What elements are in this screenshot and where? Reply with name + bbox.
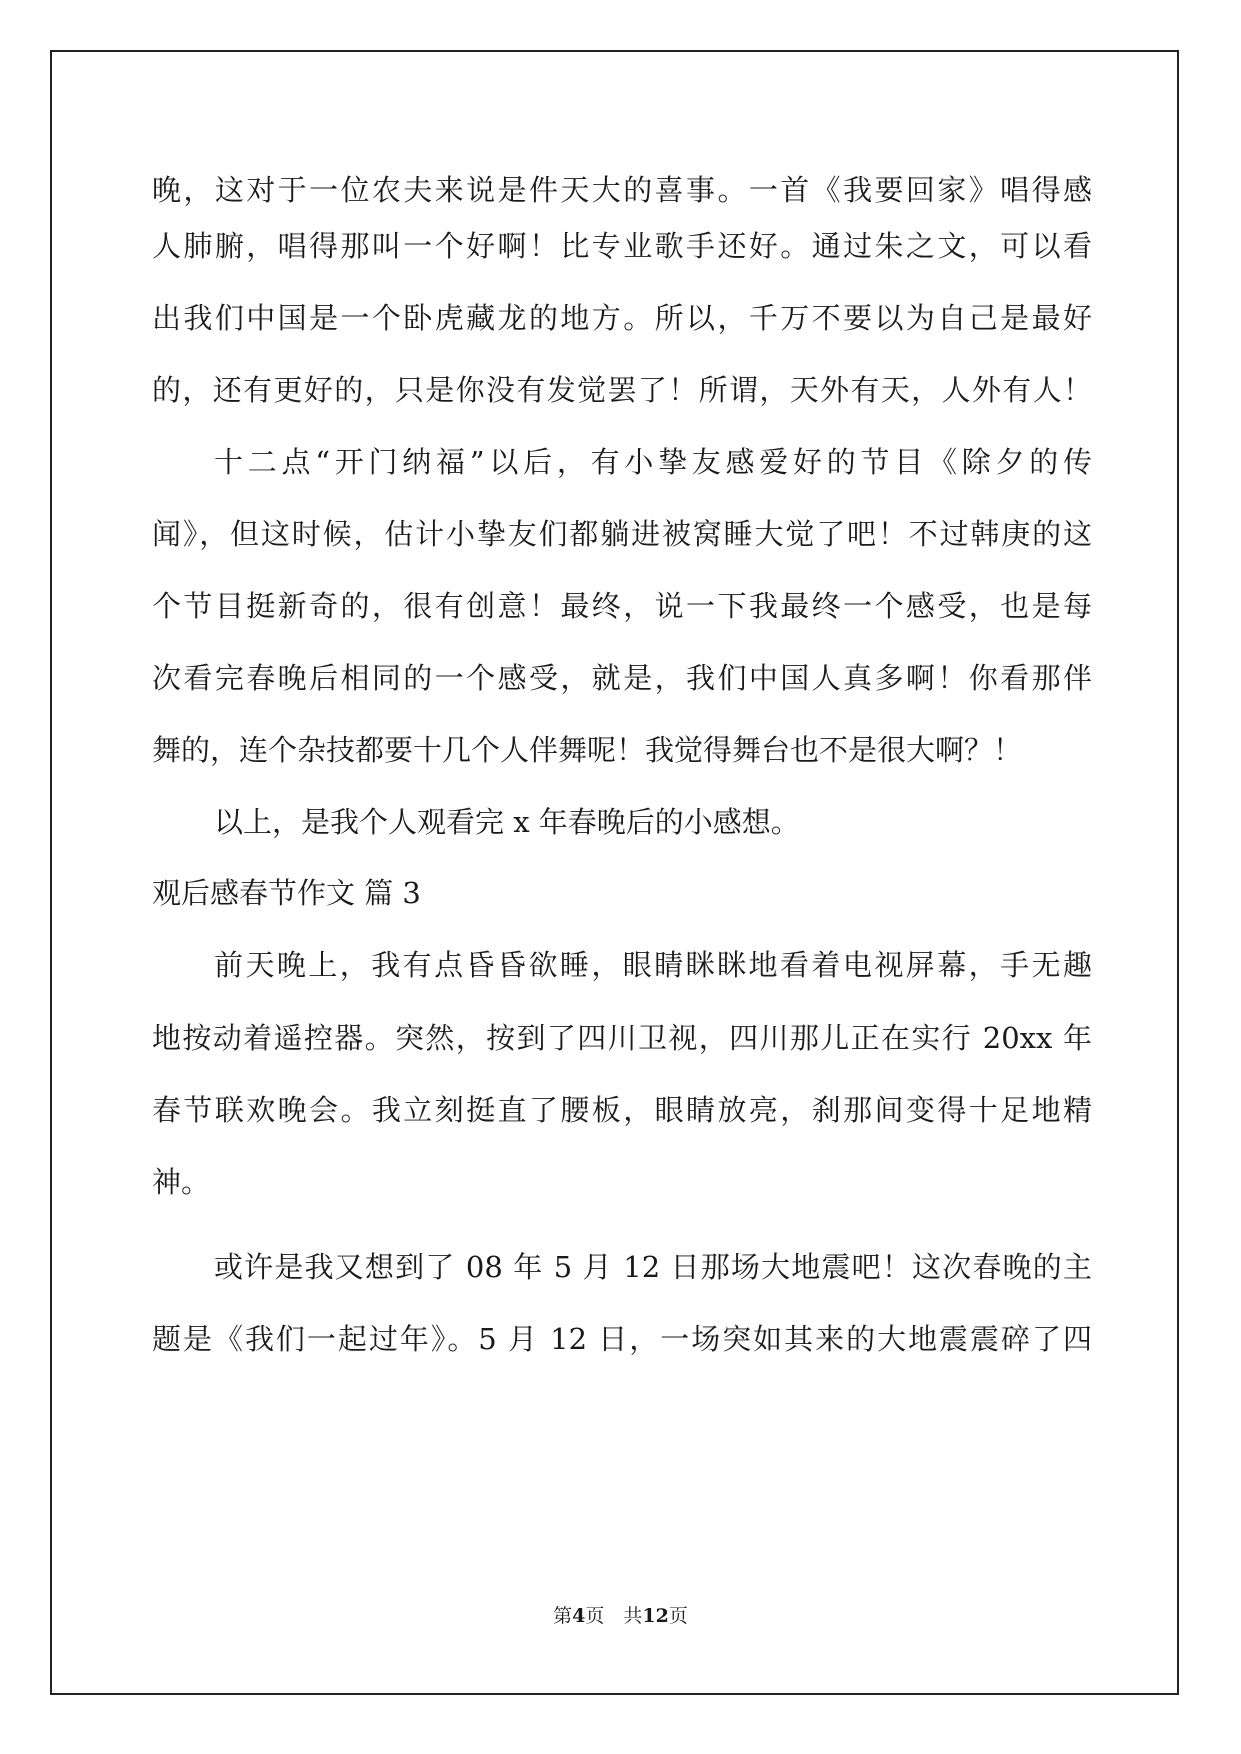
text-line: 次看完春晚后相同的一个感受，就是，我们中国人真多啊！你看那伴 — [152, 661, 1092, 695]
footer-suffix: 页 — [668, 1605, 688, 1627]
text-line: 的，还有更好的，只是你没有发觉罢了！所谓，天外有天，人外有人！ — [152, 373, 1092, 407]
text-line: 春节联欢晚会。我立刻挺直了腰板，眼睛放亮，刹那间变得十足地精 — [152, 1093, 1092, 1127]
text-line: 晚，这对于一位农夫来说是件天大的喜事。一首《我要回家》唱得感 — [152, 173, 1092, 207]
footer-mid: 页 共 — [585, 1605, 643, 1627]
page-footer — [0, 1601, 1241, 1628]
text-line: 地按动着遥控器。突然，按到了四川卫视，四川那儿正在实行 20xx 年 — [152, 1021, 1092, 1055]
paragraph-start-line: 或许是我又想到了 08 年 5 月 12 日那场大地震吧！这次春晚的主 — [214, 1250, 1092, 1284]
text-line: 闻》，但这时候，估计小挚友们都躺进被窝睡大觉了吧！不过韩庚的这 — [152, 517, 1092, 551]
text-line: 舞的，连个杂技都要十几个人伴舞呢！我觉得舞台也不是很大啊？！ — [152, 733, 1023, 767]
paragraph-start-line: 十二点“开门纳福”以后，有小挚友感爱好的节目《除夕的传 — [214, 445, 1092, 479]
text-line: 神。 — [152, 1165, 211, 1199]
footer-prefix: 第 — [553, 1605, 573, 1627]
paragraph-start-line: 前天晚上，我有点昏昏欲睡，眼睛眯眯地看着电视屏幕，手无趣 — [214, 948, 1092, 982]
text-line: 人肺腑，唱得那叫一个好啊！比专业歌手还好。通过朱之文，可以看 — [152, 229, 1092, 263]
paragraph-start-line: 以上，是我个人观看完 x 年春晚后的小感想。 — [214, 805, 800, 839]
text-line: 个节目挺新奇的，很有创意！最终，说一下我最终一个感受，也是每 — [152, 589, 1092, 623]
text-line: 题是《我们一起过年》。5 月 12 日，一场突如其来的大地震震碎了四 — [152, 1322, 1092, 1356]
section-heading: 观后感春节作文 篇 3 — [152, 876, 421, 910]
footer-total-pages: 12 — [642, 1605, 669, 1627]
text-line: 出我们中国是一个卧虎藏龙的地方。所以，千万不要以为自己是最好 — [152, 301, 1092, 335]
footer-page-number: 4 — [572, 1605, 586, 1627]
